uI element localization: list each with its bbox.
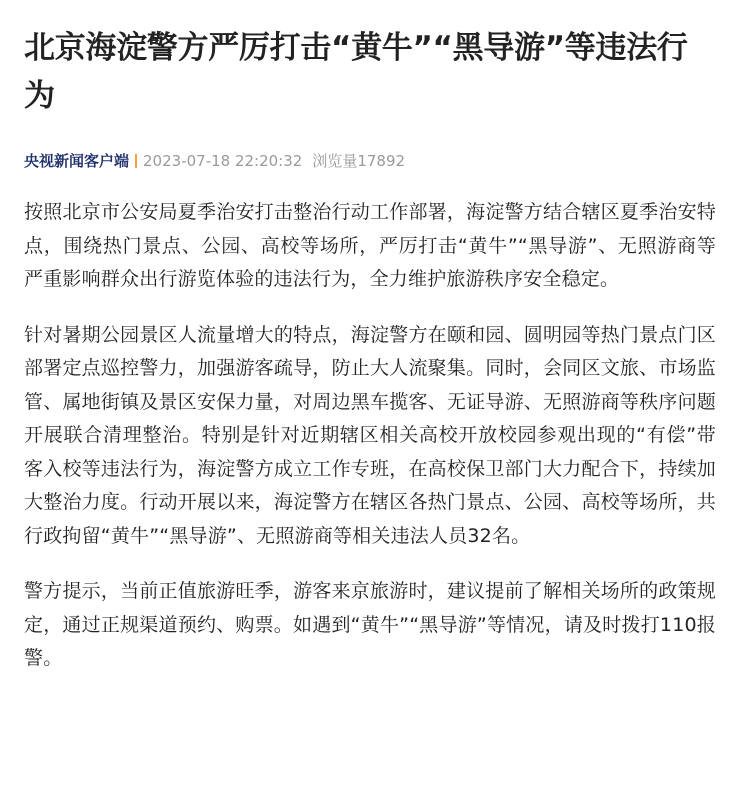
views-count: 17892 bbox=[357, 152, 406, 170]
source-name[interactable]: 央视新闻客户端 bbox=[24, 152, 130, 170]
meta-divider bbox=[135, 154, 137, 168]
paragraph: 针对暑期公园景区人流量增大的特点，海淀警方在颐和园、圆明园等热门景点门区部署定点巡控警力，加强游客疏导，防止大人流聚集。同时，会同区文旅、市场监管、属地街镇及景区安保力量，对周边黑车揽客、无证导游、无照游商等秩序问题开展联合清理整治。特别是针对近期辖区相关高校开放校园参观出现的“有偿”带客入校等违法行为，海淀警方成立工作专班，在高校保卫部门大力配合下，持续加大整治力度。行动开展以来，海淀警方在辖区各热门景点、公园、高校等场所，共行政拘留“黄牛”“黑导游”、无照游商等相关违法人员32名。 bbox=[24, 323, 716, 547]
paragraph: 警方提示，当前正值旅游旺季，游客来京旅游时，建议提前了解相关场所的政策规定，通过正规渠道预约、购票。如遇到“黄牛”“黑导游”等情况，请及时拨打110报警。 bbox=[24, 580, 716, 669]
article-body bbox=[24, 196, 716, 676]
publish-datetime: 2023-07-18 22:20:32 bbox=[143, 152, 303, 170]
article-title: 北京海淀警方严厉打击“黄牛”“黑导游”等违法行为 bbox=[24, 30, 688, 114]
paragraph: 按照北京市公安局夏季治安打击整治行动工作部署，海淀警方结合辖区夏季治安特点，围绕热门景点、公园、高校等场所，严厉打击“黄牛”“黑导游”、无照游商等严重影响群众出行游览体验的违法行为，全力维护旅游秩序安全稳定。 bbox=[24, 201, 716, 290]
views-label: 浏览量 bbox=[312, 152, 358, 170]
article-meta bbox=[24, 150, 716, 172]
